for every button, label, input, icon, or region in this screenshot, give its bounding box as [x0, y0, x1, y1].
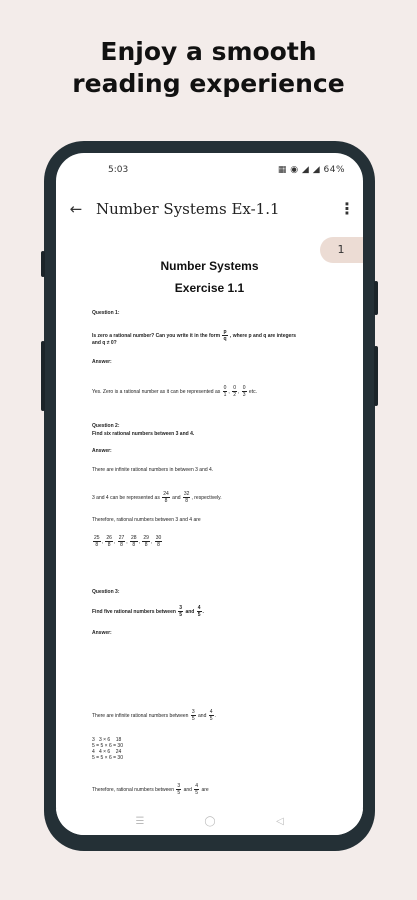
- fraction: $\frac{32}{8}$: [183, 491, 190, 504]
- status-time: 5:03: [108, 165, 129, 175]
- status-bar: [56, 153, 363, 183]
- q1-answer-text: Yes. Zero is a rational number as it can be represented as $\frac{0}{1}$ , $\frac{0}{2}$ , $\frac{0}{3}$ etc.: [92, 385, 257, 398]
- headline-line-2: reading experience: [72, 69, 345, 98]
- fraction: $\frac{0}{1}$: [223, 385, 227, 398]
- q2-line-3: Therefore, rational numbers between 3 and 4 are: [92, 517, 201, 523]
- q2-text: Find six rational numbers between 3 and 4.: [92, 431, 195, 437]
- fraction: $\frac{p}{q}$: [223, 329, 227, 342]
- status-icons: ▦ ◉ ◢ ◢ 64%: [277, 165, 345, 175]
- doc-title: Number Systems: [160, 259, 259, 273]
- q3-label: Question 3:: [92, 589, 120, 595]
- headline: [0, 36, 417, 100]
- q2-answer-label: Answer:: [92, 448, 112, 454]
- phone-side-button: [374, 281, 378, 315]
- q3-line-1: There are infinite rational numbers between $\frac{3}{5}$ and $\frac{4}{5}$ .: [92, 709, 216, 722]
- q1-text-cont: and q ≠ 0?: [92, 340, 117, 346]
- recents-icon[interactable]: ☰: [135, 816, 145, 827]
- q1-text: Is zero a rational number? Can you write it in the form $\frac{p}{q}$ , where p and q are integers: [92, 329, 297, 342]
- app-title: Number Systems Ex-1.1: [96, 200, 280, 218]
- pdf-page[interactable]: [56, 249, 363, 809]
- q3-answer-label: Answer:: [92, 630, 112, 636]
- headline-line-1: Enjoy a smooth: [100, 37, 317, 66]
- phone-frame: [44, 141, 375, 851]
- q3-working: 3 3 × 6 18 5 = 5 × 6 = 30 4 4 × 6 24 5 = 5 × 6 = 30: [92, 737, 123, 761]
- more-vert-icon[interactable]: ⋮: [339, 199, 355, 218]
- q1-answer-label: Answer:: [92, 359, 112, 365]
- app-bar: [56, 189, 363, 233]
- fraction: $\frac{0}{3}$: [242, 385, 246, 398]
- phone-side-button: [374, 346, 378, 406]
- fraction: $\frac{24}{8}$: [163, 491, 169, 504]
- phone-side-button: [41, 251, 45, 277]
- phone-side-button: [41, 341, 45, 411]
- home-icon[interactable]: ◯: [204, 816, 216, 827]
- fraction: $\frac{0}{2}$: [233, 385, 236, 398]
- q2-line-1: There are infinite rational numbers in between 3 and 4.: [92, 467, 214, 473]
- q3-text: Find five rational numbers between $\frac{3}{5}$ and $\frac{4}{5}$ .: [92, 605, 204, 618]
- q3-line-2: Therefore, rational numbers between $\frac{3}{5}$ and $\frac{4}{5}$ are: [92, 783, 209, 796]
- arrow-left-icon[interactable]: ←: [69, 200, 83, 218]
- doc-subtitle: Exercise 1.1: [174, 281, 245, 295]
- q2-label: Question 2:: [92, 423, 120, 429]
- q2-line-2: 3 and 4 can be represented as $\frac{24}{8}$ and $\frac{32}{8}$ , respectively.: [92, 491, 222, 504]
- q1-label: Question 1:: [92, 310, 120, 316]
- system-nav-bar: [56, 809, 363, 835]
- phone-screen: [56, 153, 363, 835]
- q2-fraction-list: $\frac{25}{8}$ , $\frac{26}{8}$ , $\frac{27}{8}$ , $\frac{28}{8}$ , $\frac{29}{8}$ , $\frac{30}{8}$: [94, 535, 162, 548]
- triangle-back-icon[interactable]: ◁: [276, 816, 284, 827]
- page-number-badge: 1: [320, 237, 363, 263]
